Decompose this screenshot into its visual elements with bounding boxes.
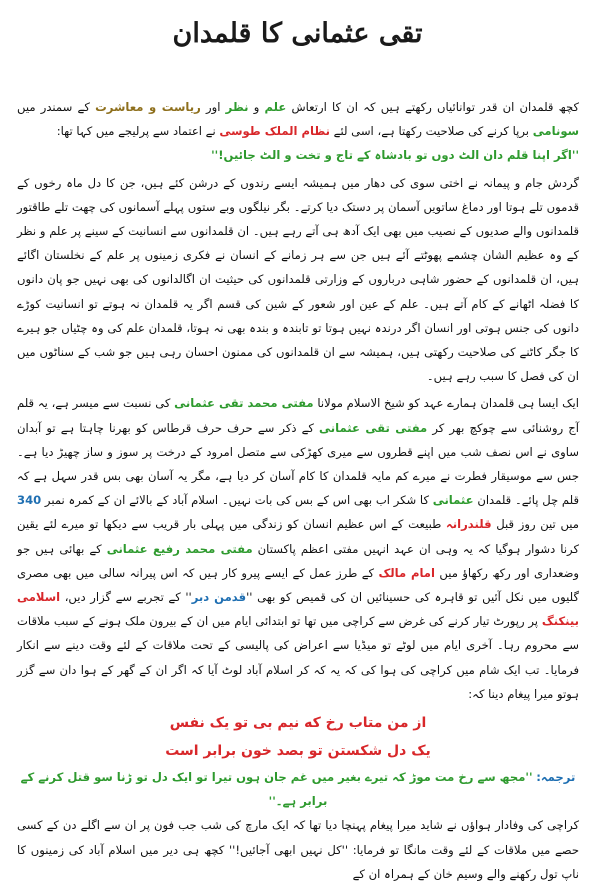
text-run: برپا کرنے کی صلاحیت رکھتا ہے، اسی لئے <box>329 124 533 139</box>
text-run: ایک ایسا ہی قلمدان ہمارے عہد کو شیخ الاسلام مولانا <box>313 396 580 411</box>
intro-paragraph <box>17 95 579 143</box>
translation-content: مجھ سے رخ مت موڑ کہ تیرے بغیر میں غم جان ہوں تیرا تو ایک دل تو ڑنا سو قتل کرنے کے برابر ہے۔ <box>20 770 526 809</box>
text-run: اور <box>200 100 226 114</box>
translation-text: ''مجھ سے رخ مت موڑ کہ تیرے بغیر میں غم جان ہوں تیرا تو ایک دل تو ڑنا سو قتل کرنے کے برابر ہے۔'' <box>20 770 533 809</box>
couplet-line-1: از من متاب رخ که نیم بی تو یک نفس <box>169 715 427 732</box>
body-paragraph-4: کراچی کی وفادار ہواؤں نے شاید میرا پیغام پہنچا دیا تھا کہ ایک مارچ کی شب جب فون پر ان سے اگلے دن کے کسی حصے میں ملاقات کے لئے وقت مانگا تو فرمایا: ''کل نہیں ابھی آجائیں!'' کچھ ہی دیر میں اسلام آباد کی زمینوں کا ناپ تول رکھنے والے وسیم خان کے ہمراہ ان کے <box>17 818 579 881</box>
keyword-tsunami: سونامی <box>532 124 579 139</box>
text-run: کے ذکر سے حرف حرف قرطاس کو بھرنا چاہتا ہے تو آبدان ساوی نے اس نصف شب میں اپنے قطروں سے میری کھڑکی سے متصل امرود کے درخت پر سوز و ساز چھیڑ دیا ہے۔ جس سے موسیقار فطرت نے میرے کم مایہ قلمدان کا کام آسان کر دیا ہے، مگر یہ آسان بھی بس قدر سہل ہے کہ قلم چل پائے۔ قلمدان <box>17 420 580 508</box>
text-run: کا شکر اب بھی اس کے بس کی بات نہیں۔ اسلام آباد کے بالائے ان کے کمرہ نمبر <box>41 493 433 508</box>
text-run: طبیعت کے اس عظیم انسان کو زندگی میں پہلی بار قریب سے دیکھا تو میرے لئے یقین کرنا دشوار ہوگیا کہ یہ وہی ان عہد انہیں مفتی اعظم پاکستان <box>17 517 579 556</box>
keyword-room-number: 340 <box>17 493 42 508</box>
keyword-nizam-ul-mulk: نظام الملک طوسی <box>219 124 330 139</box>
quote-line: ''اگر اپنا قلم دان الٹ دوں تو بادشاہ کے تاج و تخت و الٹ جائیں!'' <box>211 148 579 163</box>
keyword-nazar: نظر <box>225 100 249 114</box>
text-run: پر رپورٹ تیار کرنے کی غرض سے کراچی میں تھا تو ابتدائی ایام میں ان کے بیرون ملک ہونے کے سبب ملاقات سے محروم رہا۔ آخری ایام میں لوٹے تو میڈیا سے اعراض کی پالیسی کے تحت ملاقات کے لئے وقت دینے سے انکار فرمایا۔ تب ایک شام میں کراچی کی ہوا کی کہ یہ کہ کر اسلام آباد لوٹ آیا کہ اگر ان کے گھر کے ہوا دان سے گزر ہوتو میرا پیغام دینا کہ: <box>17 614 579 701</box>
keyword-usmani: عثمانی <box>432 493 474 508</box>
keyword-qalandarana: قلندرانہ <box>446 517 492 532</box>
keyword-mufti-taqi: مفتی تقی عثمانی <box>319 420 428 435</box>
keyword-mufti-taqi-usmani: مفتی محمد تقی عثمانی <box>174 396 314 411</box>
persian-couplet <box>17 709 579 765</box>
keyword-islamic-banking: اسلامی بینکنگ <box>17 590 579 629</box>
translation-label: ترجمہ: <box>536 770 576 785</box>
text-run: کچھ قلمدان ان قدر توانائیاں رکھتے ہیں کہ ان کا ارتعاش <box>286 100 579 114</box>
couplet-line-2: یک دل شکستن تو بصد خون برابر است <box>165 743 431 760</box>
article-body <box>17 95 579 886</box>
body-paragraph-2: گردش جام و پیمانہ نے اختی سوی کی دھار میں ہمیشہ ایسے رندوں کے درشن کئے ہیں، جن کا دل ماہ رخوں کے قدموں تلے ہوتا اور دماغ ساتویں آسمان پر دستک دیا کرتے۔ بگر نیلگوں وبے ستوں پہلے آسمانوں کی چھت تلے طاقتور قلمدانوں والے صدیوں کے نصیب میں بھی ایک آدھ ہی آتے رہے ہیں۔ ان قلمدانوں سے انسانیت کے سینے پر علم و نظر کے وہ عظیم الشان چشمے پھوٹتے آئے ہیں جن سے ہر زمانے کے انسان نے فکری زمینوں پر علم کے نخلستان اگائے ہیں، ان قلمدانوں کے حضور شاہی درباروں کے وزارتی قلمدانوں کی حیثیت ان اگالدانوں کی بھی نہیں جو پان دانوں کا فضلہ اٹھانے کے کام آتے ہیں۔ علم کے عین اور شعور کے شین کی قسم اگر یہ قلمدان نہ ہوتے تو انسانیت کوڑے دانوں کی جنس ہوتی اور انسان اگر درندہ نہیں ہوتا تو تابندہ و بندہ بھی نہ ہوتا، قلمدان علم کی وہ چٹیاں جو ہیرے کا جگر کاٹنے کی صلاحیت رکھتی ہیں، ہمیشہ سے ان قلمدانوں کی ممنون احسان رہی ہیں جو شب کے سناٹوں میں ان کی فصل کا سبب رہے ہیں۔ <box>17 175 579 384</box>
keyword-qudda-min-dubur: قدمن دبر <box>191 590 247 605</box>
text-run: کے طرز عمل کے ایسے پیرو کار ہیں کہ اس پیرانہ سالی میں بھی مصری گلیوں میں نکل آئیں تو قاہرہ کی حسینائیں ان کی قمیص کو بھی <box>17 565 580 605</box>
keyword-imam-malik: امام مالک <box>378 565 435 580</box>
quote-text: اگر اپنا قلم دان الٹ دوں تو بادشاہ کے تاج و تخت و الٹ جائیں! <box>218 148 572 163</box>
text-run: کے تجربے سے گزار دیں، <box>60 590 186 605</box>
text-run: و <box>248 100 265 114</box>
text-run: کے بھائی ہیں جو وضعداری اور رکھ رکھاؤ میں <box>17 541 580 580</box>
text-run: کی نسبت سے میسر ہے، یہ قلم آج روشنائی سے چوکچ بھر کر <box>17 396 579 435</box>
keyword-ilm: علم <box>264 100 287 114</box>
article-title: تقی عثمانی کا قلمدان <box>172 18 423 49</box>
body-paragraph-3: ایک ایسا ہی قلمدان ہمارے عہد کو شیخ الاسلام مولانا مفتی محمد تقی عثمانی کی نسبت سے میسر ہے، یہ قلم آج روشنائی سے چوکچ بھر کر مفتی تقی عثمانی کے ذکر سے حرف حرف قرطاس کو بھرنا چاہتا ہے تو آبدان ساوی نے اس نصف شب میں اپنے قطروں سے میری کھڑکی سے متصل امرود کے درخت پر سوز و ساز چھیڑ دیا ہے۔ جس سے موسیقار فطرت نے میرے کم مایہ قلمدان کا کام آسان کر دیا ہے، مگر یہ آسان بھی بس قدر سہل ہے کہ قلم چل پائے۔ قلمدان عثمانی کا شکر اب بھی اس کے بس کی بات نہیں۔ اسلام آباد کے بالائے ان کے کمرہ نمبر 340 میں تین روز قبل قلندرانہ طبیعت کے اس عظیم انسان کو زندگی میں پہلی بار قریب سے دیکھا تو میرے لئے یقین کرنا دشوار ہوگیا کہ یہ وہی ان عہد انہیں مفتی اعظم پاکستان مفتی محمد رفیع عثمانی کے بھائی ہیں جو وضعداری اور رکھ رکھاؤ میں امام مالک کے طرز عمل کے ایسے پیرو کار ہیں کہ اس پیرانہ سالی میں بھی مصری گلیوں میں نکل آئیں تو قاہرہ کی حسینائیں ان کی قمیص کو بھی ''قدمن دبر'' کے تجربے سے گزار دیں، اسلامی بینکنگ پر رپورٹ تیار کرنے کی غرض سے کراچی میں تھا تو ابتدائی ایام میں ان کے بیرون ملک ہونے کے سبب ملاقات سے محروم رہا۔ آخری ایام میں لوٹے تو میڈیا سے اعراض کی پالیسی کے تحت ملاقات کے لئے وقت دینے سے انکار فرمایا۔ تب ایک شام میں کراچی کی ہوا کی کہ یہ کہ کر اسلام آباد لوٹ آیا کہ اگر ان کے گھر کے ہوا دان سے گزر ہوتو میرا پیغام دینا کہ: <box>17 396 580 701</box>
text-run: کے سمندر میں <box>17 100 96 114</box>
keyword-riyasat: ریاست و معاشرت <box>95 100 201 114</box>
translation-line <box>17 765 579 813</box>
text-run: میں تین روز قبل <box>491 517 579 532</box>
keyword-mufti-rafi-usmani: مفتی محمد رفیع عثمانی <box>106 541 253 556</box>
text-run: نے اعتماد سے پرلیجے میں کہا تھا: <box>56 124 220 139</box>
